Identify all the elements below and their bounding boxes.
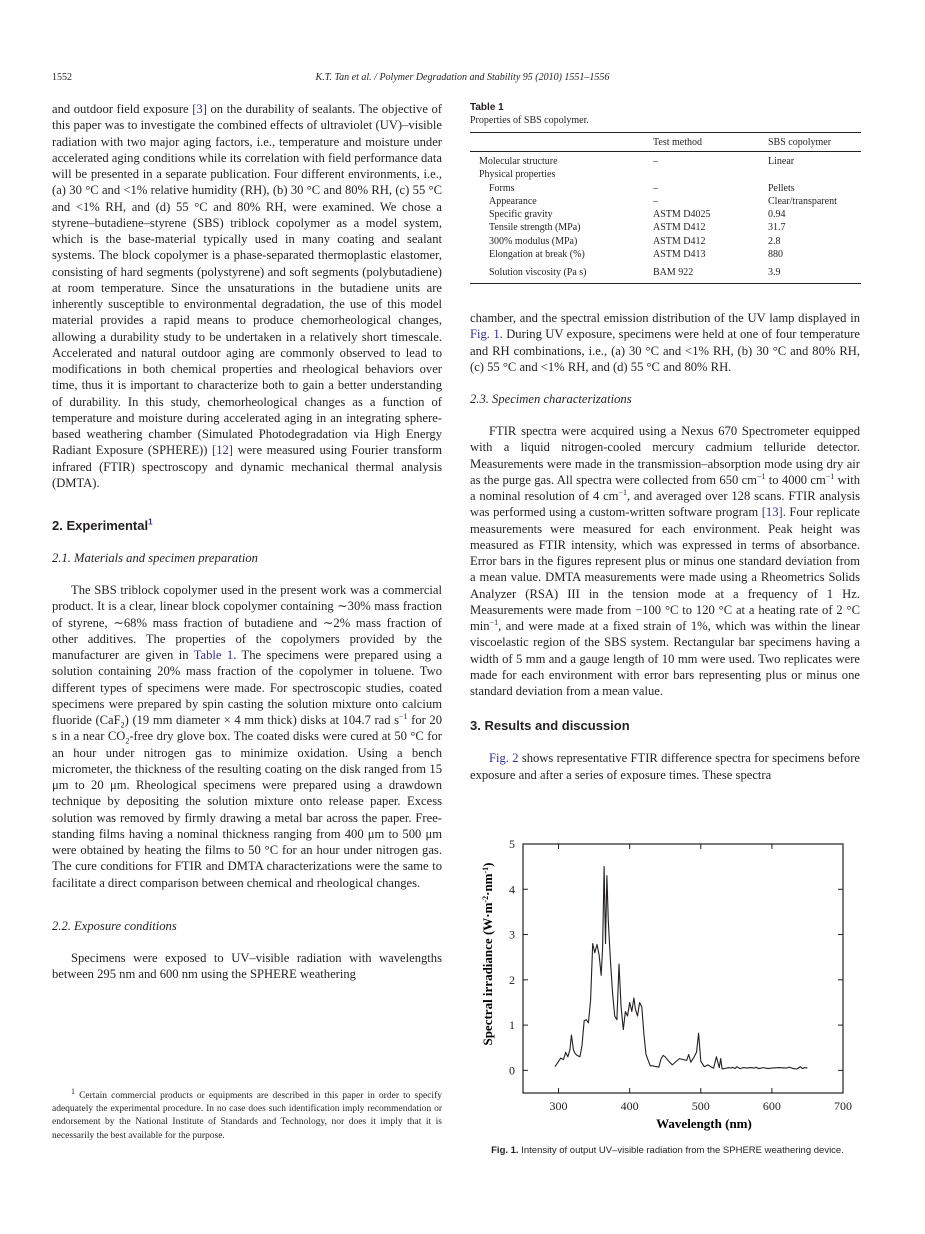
cell-value: 31.7 — [768, 222, 786, 234]
superscript: −1 — [756, 471, 766, 481]
text: and outdoor field exposure — [52, 102, 193, 116]
table-row — [470, 208, 861, 221]
superscript: −1 — [489, 617, 499, 627]
y-tick-label: 2 — [509, 972, 515, 987]
cell-property: Appearance — [489, 195, 537, 207]
running-header — [0, 72, 925, 86]
cell-property: Tensile strength (MPa) — [489, 222, 581, 234]
left-column — [52, 101, 442, 982]
table-row — [470, 235, 861, 248]
y-tick-label: 4 — [509, 882, 515, 897]
cell-method — [653, 168, 768, 181]
text: on the durability of sealants. The objective of this paper was to investigate the combined effects of ultraviolet (UV)–visible radiation with two major aging factors, i.e., temperature and moisture under accelerated aging conditions while its correlation with field performance data will be presented in a separate publication. Four different environments, i.e., (a) 30 °C and <1% relative humidity (RH), (b) 30 °C and 80% RH, (c) 55 °C and <1% RH, and (d) 55 °C and 80% RH, were examined. We chose a styrene–butadiene–styrene (SBS) triblock copolymer as a model system, which is the base-material typically used in many coating and sealant systems. The block copolymer is a phase-separated thermoplastic elastomer, consisting of hard segments (polystyrene) and soft segments (polybutadiene) at room temperature. Since the unsaturations in the butadiene units are inherently susceptible to environmental degradation, the use of this model material provides a rapid means to produce chemorheological changes, allowing a durability study to be undertaken in a relatively short timescale. Accelerated and natural outdoor aging are commonly observed to lead to modifications in both chemical properties and rheological behaviors over time, thus it is important to characterize both to gain a better understanding of durability. In this study, chemorheological changes as a function of temperature and moisture during accelerated aging in an integrating sphere-based weathering chamber (Simulated Photodegradation via High Energy Radiant Exposure (SPHERE)) — [52, 102, 442, 458]
text: -free dry glove box. The coated disks were cured at 50 °C for an hour under nitrogen gas to minimize oxidation. Using a bench micrometer, the thickness of the resulting coating on the disk ranged from 15 μm to 20 μm. Rheological specimens were prepared using a drawdown technique by depositing the solution mixture onto release paper. Excess solution was removed by firmly drawing a metal bar across the paper. Free-standing films having a nominal thickness ranging from 400 μm to 500 μm were obtained by heating the films to 50 °C for an hour under nitrogen gas. The cure conditions for FTIR and DMTA characterizations were the same to facilitate a direct comparison between chemical and rheological changes. — [52, 729, 442, 890]
footnote — [52, 1086, 442, 1143]
x-tick-label: 600 — [762, 1099, 781, 1113]
cell-property: Elongation at break (%) — [489, 249, 585, 261]
citation-link-13[interactable]: [13] — [761, 505, 783, 520]
text: ) (19 mm diameter × 4 mm thick) disks at 104.7 rad s — [124, 713, 400, 727]
text: for 20 s in a near CO — [52, 713, 443, 744]
cell-value: 2.8 — [768, 235, 781, 247]
exposure-paragraph: Specimens were exposed to UV–visible radiation with wavelengths between 295 nm and 600 nm using the SPHERE weathering — [52, 950, 442, 981]
cell-method: ASTM D412 — [653, 222, 706, 234]
cell-method: – — [653, 182, 658, 194]
header-sbs-copolymer: SBS copolymer — [768, 133, 861, 152]
cell-method: BAM 922 — [653, 267, 694, 279]
subscript: 2 — [120, 720, 125, 730]
section-heading-experimental — [52, 518, 442, 534]
text: were measured using Fourier transform infrared (FTIR) spectroscopy and dynamic mechanical thermal analysis (DMTA). — [52, 443, 442, 490]
text: . During UV exposure, specimens were held at one of four temperature and RH combinations, i.e., (a) 30 °C and <1% RH, (b) 30 °C and 80% RH, (c) 55 °C and <1% RH, and (d) 55 °C and 80% RH. — [470, 327, 860, 374]
spectral-irradiance-chart — [470, 830, 865, 1140]
text: FTIR spectra were acquired using a Nexus 670 Spectrometer equipped with a liquid nitrogen-cooled mercury cadmium telluride detector. Measurements were made in the transmission–absorption mode using dry air as the purge gas. All spectra were collected from 650 cm — [470, 424, 860, 487]
cell-value: 880 — [768, 249, 783, 261]
table-row — [470, 195, 861, 208]
table-caption: Properties of SBS copolymer. — [470, 115, 589, 126]
caption-text: Intensity of output UV–visible radiation from the SPHERE weathering device. — [518, 1145, 844, 1156]
superscript: −1 — [825, 471, 835, 481]
subsection-heading-exposure: 2.2. Exposure conditions — [52, 918, 177, 933]
cell-value: 0.94 — [768, 209, 786, 221]
intro-paragraph — [52, 101, 442, 491]
figure-1 — [470, 830, 865, 1160]
table-row — [470, 152, 861, 169]
text: shows representative FTIR difference spectra for specimens before exposure and after a series of exposure times. These spectra — [470, 751, 860, 782]
cell-value: 3.9 — [768, 267, 781, 279]
cell-method: – — [653, 156, 658, 167]
text: . Four replicate measurements were measured for each environment. Peak height was measured as FTIR intensity, which was expressed in terms of absorbance. Error bars in the figures represent plus or minus one standard deviation from a mean value. DMTA measurements were made using a Rheometrics Solids Analyzer (RSA) III in the tension mode at a frequency of 1 Hz. Measurements were made from −100 °C to 120 °C at a heating rate of 2 °C min — [470, 505, 860, 633]
table-row — [470, 221, 861, 234]
x-tick-label: 500 — [691, 1099, 710, 1113]
x-tick-label: 400 — [620, 1099, 639, 1113]
subsection-heading-characterizations: 2.3. Specimen characterizations — [470, 392, 632, 406]
text: , and averaged over 128 scans. FTIR analysis was performed using a custom-written software program — [470, 489, 860, 520]
table-header-row — [470, 133, 861, 152]
cell-property: Physical properties — [479, 169, 556, 181]
x-axis-label: Wavelength (nm) — [656, 1116, 752, 1131]
cell-value: Linear — [768, 156, 795, 167]
plot-frame — [523, 844, 843, 1093]
materials-paragraph — [52, 582, 442, 891]
subscript: 2 — [125, 736, 130, 746]
y-axis-label: Spectral irradiance $(W\cdot m^{-2}\cdot nm^{-1})$ — [480, 862, 495, 1046]
superscript: −1 — [399, 711, 408, 721]
figure-1-caption — [470, 1145, 865, 1156]
table-row — [470, 248, 861, 261]
text: to 4000 cm — [765, 472, 826, 487]
superscript: −1 — [618, 487, 627, 497]
table-row — [470, 168, 861, 181]
caption-label: Fig. 1. — [491, 1145, 519, 1156]
x-tick-label: 300 — [549, 1099, 568, 1113]
cell-value: Clear/transparent — [768, 195, 837, 207]
footnote-number: 1 — [71, 1086, 75, 1096]
header-property — [470, 133, 653, 152]
subsection-heading-materials: 2.1. Materials and specimen preparation — [52, 551, 258, 565]
fig1-link[interactable]: Fig. 1 — [470, 327, 500, 342]
x-tick-label: 700 — [834, 1099, 852, 1113]
section-heading-results: 3. Results and discussion — [470, 718, 630, 734]
text: The SBS triblock copolymer used in the present work was a commercial product. It is a clear, linear block copolymer containing ∼30% mass fraction of styrene, ∼68% mass fraction of butadiene and ∼2% mass fraction of other additives. The properties of the copolymers provided by the manufacturer are given in — [52, 583, 442, 662]
citation-link-12[interactable]: [12] — [212, 443, 233, 458]
cell-method: – — [653, 195, 658, 207]
table-row — [470, 182, 861, 195]
irradiance-line — [555, 867, 807, 1069]
cell-property: Specific gravity — [489, 209, 553, 221]
citation-link-3[interactable]: [3] — [192, 102, 207, 116]
cell-property: 300% modulus (MPa) — [489, 235, 578, 247]
y-tick-label: 1 — [509, 1018, 515, 1033]
cell-method: ASTM D412 — [653, 235, 706, 247]
footnote-text: Certain commercial products or equipments are described in this paper in order to specify adequately the experimental procedure. In no case does such identification imply recommendation or endorsement by the National Institute of Standards and Technology, nor does it imply that it is necessarily the best available for the purpose. — [52, 1091, 442, 1141]
characterization-paragraph — [470, 423, 860, 699]
text: chamber, and the spectral emission distribution of the UV lamp displayed in — [470, 311, 860, 325]
exposure-paragraph-continued — [470, 310, 860, 375]
table-1 — [470, 101, 861, 284]
page-number: 1552 — [52, 72, 72, 83]
results-paragraph — [470, 750, 860, 783]
table1-link[interactable]: Table 1 — [193, 648, 234, 662]
right-column — [470, 310, 860, 783]
cell-method: ASTM D4025 — [653, 209, 711, 221]
text: , and were made at a fixed strain of 1%, which was within the linear viscoelastic region of the SBS system. Rectangular bar specimens having a width of 5 mm and a gauge length of 10 mm were used. Two replicates were made for each environment with error bars representing plus or minus one standard deviation from a mean value. — [470, 619, 860, 698]
cell-value: Pellets — [768, 182, 795, 194]
cell-value — [768, 168, 861, 181]
y-tick-label: 0 — [509, 1063, 515, 1078]
heading-text: 2. Experimental — [52, 518, 149, 533]
footnote-marker-link[interactable]: 1 — [148, 517, 153, 527]
fig2-link[interactable]: Fig. 2 — [489, 751, 519, 766]
cell-property: Molecular structure — [479, 156, 558, 167]
text: with a nominal resolution of 4 cm — [470, 472, 860, 503]
header-test-method: Test method — [653, 133, 768, 152]
cell-method: ASTM D413 — [653, 249, 706, 261]
table-row — [470, 261, 861, 283]
cell-property: Solution viscosity (Pa s) — [489, 267, 587, 279]
y-tick-label: 5 — [509, 837, 515, 851]
journal-reference: K.T. Tan et al. / Polymer Degradation and Stability 95 (2010) 1551–1556 — [315, 72, 610, 83]
text: . The specimens were prepared using a solution containing 20% mass fraction of the copolymer in toluene. Two different types of specimens were made. For spectroscopic studies, coated specimens were prepared by spin casting the solution mixture onto calcium fluoride (CaF — [52, 648, 443, 727]
chart-axes — [509, 837, 852, 1113]
properties-table — [470, 132, 861, 284]
cell-property: Forms — [489, 182, 515, 194]
y-tick-label: 3 — [509, 927, 515, 942]
table-label: Table 1 — [470, 102, 504, 113]
